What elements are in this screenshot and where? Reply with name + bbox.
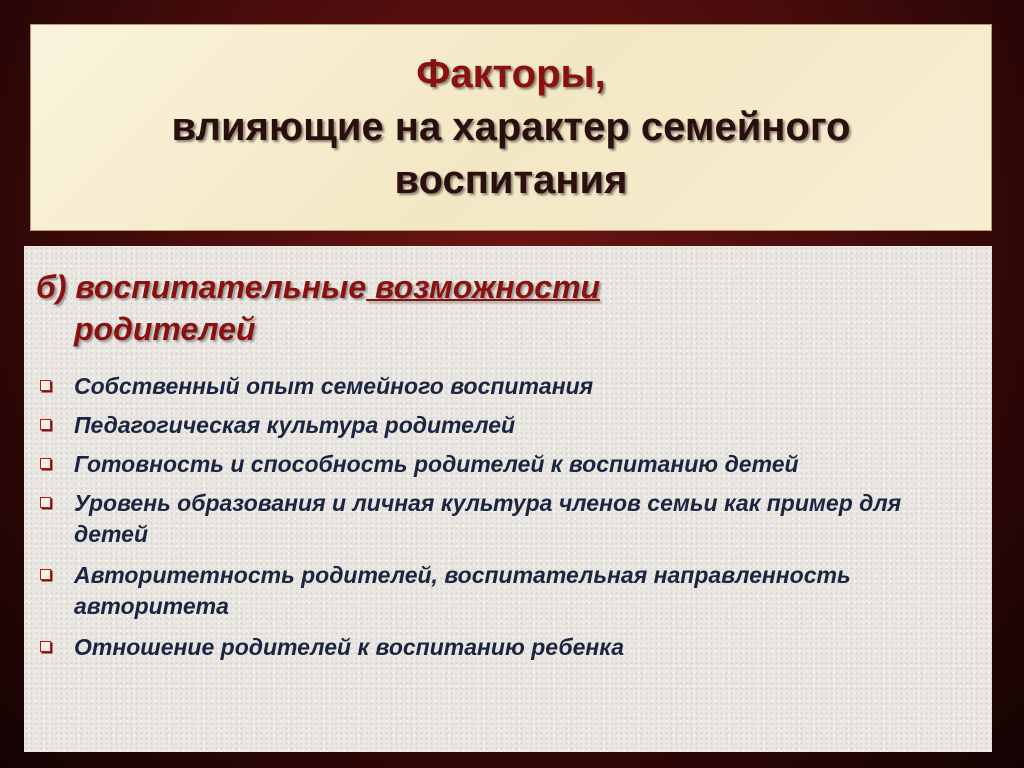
list-item: [40, 449, 970, 480]
list-item-text: Отношение родителей к воспитанию ребенка: [74, 634, 625, 660]
list-item: [40, 410, 970, 441]
list-item-text: Авторитетность родителей, воспитательная направленность авторитета: [74, 562, 851, 619]
subheading-line-2: родителей: [74, 311, 256, 347]
hollow-square-bullet-icon: [40, 569, 51, 580]
subheading-underlined: возможности: [366, 269, 601, 305]
title-line-2: влияющие на характер семейного: [171, 105, 851, 149]
list-item-text: Готовность и способность родителей к воспитанию детей: [74, 451, 799, 477]
content-panel: [24, 246, 992, 752]
title-line-1: Факторы,: [416, 52, 606, 96]
hollow-square-bullet-icon: [40, 419, 51, 430]
list-item-text: Собственный опыт семейного воспитания: [74, 373, 594, 399]
list-item: [40, 488, 970, 550]
hollow-square-bullet-icon: [40, 641, 51, 652]
title-line-3: воспитания: [394, 158, 628, 202]
list-item: [40, 632, 970, 663]
hollow-square-bullet-icon: [40, 458, 51, 469]
subheading-line-1: [36, 266, 600, 308]
list-item: [40, 560, 970, 622]
hollow-square-bullet-icon: [40, 497, 51, 508]
hollow-square-bullet-icon: [40, 380, 51, 391]
title-banner: [30, 24, 992, 231]
list-item-text: Педагогическая культура родителей: [74, 412, 516, 438]
factor-list: [40, 371, 970, 671]
list-item-text: Уровень образования и личная культура членов семьи как пример для детей: [74, 490, 902, 547]
subheading-prefix: б) воспитательные: [36, 269, 367, 305]
list-item: [40, 371, 970, 402]
subheading: [36, 266, 600, 350]
